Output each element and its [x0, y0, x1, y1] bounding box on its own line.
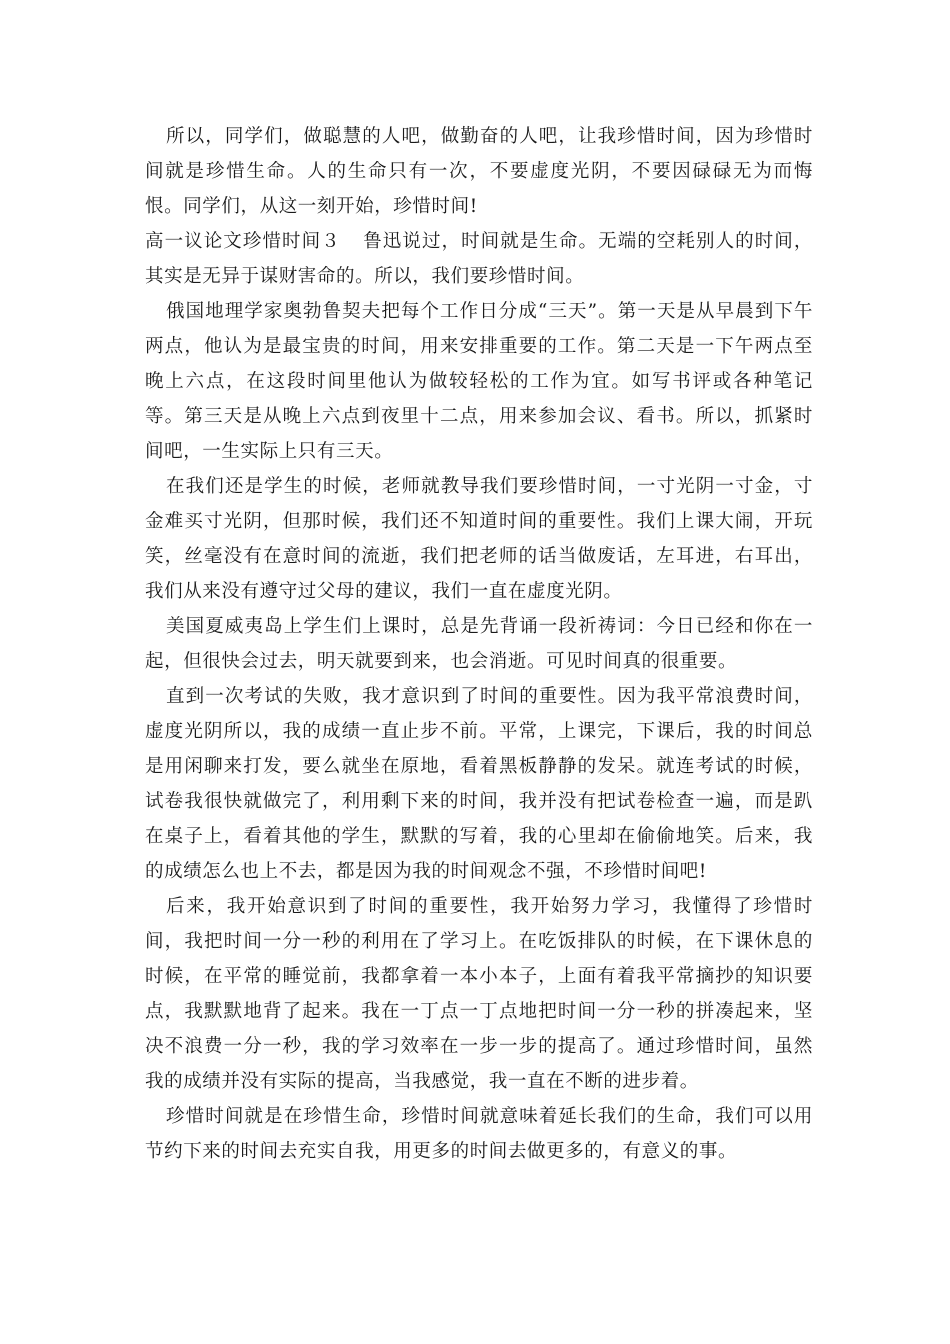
section-intro: 鲁迅说过，时间就是生命。无端的空耗别人的时间，其实是无异于谋财害命的。所以，我们要珍惜时间。 — [145, 231, 813, 287]
paragraph-2: 在我们还是学生的时候，老师就教导我们要珍惜时间，一寸光阴一寸金，寸金难买寸光阴，但那时候，我们还不知道时间的重要性。我们上课大闹，开玩笑，丝毫没有在意时间的流逝，我们把老师的话当做废话，左耳进，右耳出，我们从来没有遵守过父母的建议，我们一直在虚度光阴。 — [145, 476, 813, 602]
paragraph-1: 俄国地理学家奥勃鲁契夫把每个工作日分成“三天”。第一天是从早晨到下午两点，他认为是最宝贵的时间，用来安排重要的工作。第二天是一下午两点至晚上六点，在这段时间里他认为做较轻松的工作为宜。如写书评或各种笔记等。第三天是从晚上六点到夜里十二点，用来参加会议、看书。所以，抓紧时间吧，一生实际上只有三天。 — [145, 301, 813, 462]
paragraph-5: 后来，我开始意识到了时间的重要性，我开始努力学习，我懂得了珍惜时间，我把时间一分一秒的利用在了学习上。在吃饭排队的时候，在下课休息的时候，在平常的睡觉前，我都拿着一本小本子，上面有着我平常摘抄的知识要点，我默默地背了起来。我在一丁点一丁点地把时间一分一秒的拼凑起来，坚决不浪费一分一秒，我的学习效率在一步一步的提高了。通过珍惜时间，虽然我的成绩并没有实际的提高，当我感觉，我一直在不断的进步着。 — [145, 896, 813, 1092]
paragraph-conclusion-prev: 所以，同学们，做聪慧的人吧，做勤奋的人吧，让我珍惜时间，因为珍惜时间就是珍惜生命。人的生命只有一次，不要虚度光阴，不要因碌碌无为而悔恨。同学们，从这一刻开始，珍惜时间! — [145, 126, 813, 217]
paragraph-4: 直到一次考试的失败，我才意识到了时间的重要性。因为我平常浪费时间，虚度光阴所以，我的成绩一直止步不前。平常，上课完，下课后，我的时间总是用闲聊来打发，要么就坐在原地，看着黑板静静的发呆。就连考试的时候，试卷我很快就做完了，利用剩下来的时间，我并没有把试卷检查一遍，而是趴在桌子上，看着其他的学生，默默的写着，我的心里却在偷偷地笑。后来，我的成绩怎么也上不去，都是因为我的时间观念不强，不珍惜时间吧! — [145, 686, 813, 882]
paragraph-6: 珍惜时间就是在珍惜生命，珍惜时间就意味着延长我们的生命，我们可以用节约下来的时间去充实自我，用更多的时间去做更多的，有意义的事。 — [145, 1106, 813, 1162]
document-body — [145, 119, 813, 1169]
section-heading: 高一议论文珍惜时间３ — [145, 231, 341, 252]
section-title-line — [145, 224, 813, 294]
paragraph-3: 美国夏威夷岛上学生们上课时，总是先背诵一段祈祷词：今日已经和你在一起，但很快会过去，明天就要到来，也会消逝。可见时间真的很重要。 — [145, 616, 813, 672]
